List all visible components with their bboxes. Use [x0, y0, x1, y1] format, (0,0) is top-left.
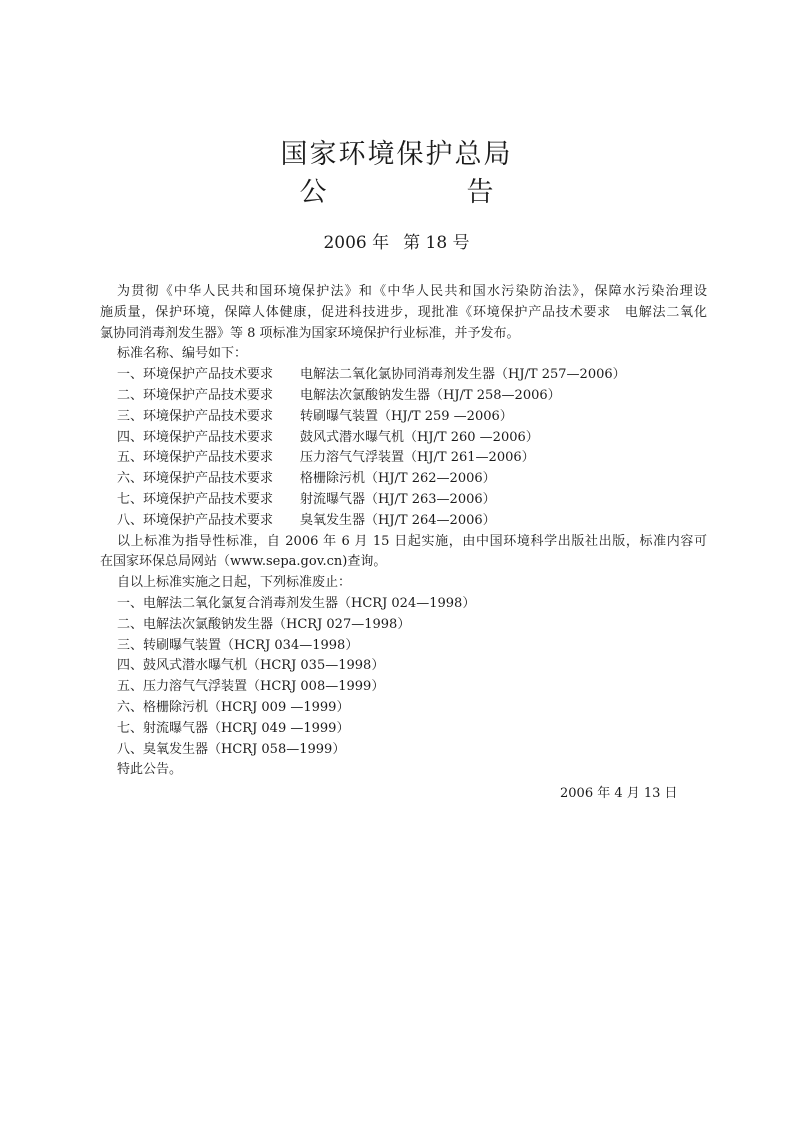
announcement-number: [0, 232, 793, 254]
guidance-line: 以上标准为指导性标准，自 2006 年 6 月 15 日起实施，由中国环境科学出版社出版，标准内容可: [117, 533, 707, 549]
announcement-body: [100, 282, 707, 781]
abolished-list: [117, 594, 707, 760]
announcement-char-2: 告: [466, 177, 494, 208]
announcement-serial: 第 18 号: [403, 233, 470, 253]
closing-text: 特此公告。: [117, 762, 183, 778]
standard-name: 压力溶气气浮装置（HJ/T 261—2006）: [300, 450, 535, 466]
announcement-year: 2006 年: [323, 233, 390, 253]
standard-category: 一、环境保护产品技术要求: [117, 367, 274, 383]
standards-heading: 标准名称、编号如下：: [117, 346, 248, 362]
abolished-item: 三、转刷曝气装置（HCRJ 034—1998）: [117, 637, 359, 653]
intro-line: 为贯彻《中华人民共和国环境保护法》和《中华人民共和国水污染防治法》，保障水污染治理设: [117, 284, 707, 299]
announcement-title: [0, 176, 793, 210]
standard-name: 电解法二氧化氯协同消毒剂发生器（HJ/T 257—2006）: [300, 367, 626, 383]
intro-line: 施质量，保护环境，保障人体健康，促进科技进步，现批准《环境保护产品技术要求 电解法二氧化: [100, 304, 707, 320]
guidance-line: 在国家环保总局网站（www.sepa.gov.cn)查询。: [100, 554, 387, 570]
standard-name: 转刷曝气装置（HJ/T 259 —2006）: [300, 408, 513, 424]
standard-category: 四、环境保护产品技术要求: [117, 429, 274, 445]
standard-item: [117, 469, 707, 490]
abolished-item: 八、臭氧发生器（HCRJ 058—1999）: [117, 741, 346, 757]
abolished-item: 六、格栅除污机（HCRJ 009 —1999）: [117, 699, 350, 715]
agency-title: 国家环境保护总局: [280, 139, 513, 170]
announcement-char-1: 公: [299, 177, 327, 208]
abolished-item: 五、压力溶气气浮装置（HCRJ 008—1999）: [117, 679, 385, 695]
standard-name: 鼓风式潜水曝气机（HJ/T 260 —2006）: [300, 429, 539, 445]
standards-list: [117, 365, 707, 531]
standard-category: 七、环境保护产品技术要求: [117, 491, 274, 507]
abolished-item: 二、电解法次氯酸钠发生器（HCRJ 027—1998）: [117, 616, 411, 632]
standard-item: [117, 511, 707, 532]
standard-name: 臭氧发生器（HJ/T 264—2006）: [300, 512, 496, 528]
standard-category: 五、环境保护产品技术要求: [117, 450, 274, 466]
standard-item: [117, 365, 707, 386]
abolished-item: 一、电解法二氧化氯复合消毒剂发生器（HCRJ 024—1998）: [117, 595, 476, 611]
standard-item: [117, 428, 707, 449]
abolished-item: 七、射流曝气器（HCRJ 049 —1999）: [117, 720, 350, 736]
standard-item: [117, 448, 707, 469]
abolished-item: 四、鼓风式潜水曝气机（HCRJ 035—1998）: [117, 658, 385, 674]
standard-name: 格栅除污机（HJ/T 262—2006）: [300, 471, 496, 487]
standard-category: 八、环境保护产品技术要求: [117, 512, 274, 528]
intro-line: 氯协同消毒剂发生器》等 8 项标准为国家环境保护行业标准，并予发布。: [100, 325, 520, 341]
standard-item: [117, 407, 707, 428]
standard-category: 六、环境保护产品技术要求: [117, 471, 274, 487]
guidance-paragraph: [100, 532, 707, 574]
announcement-date: 2006 年 4 月 13 日: [560, 786, 678, 801]
intro-paragraph: [100, 282, 707, 344]
standard-name: 射流曝气器（HJ/T 263—2006）: [300, 491, 496, 507]
standard-item: [117, 490, 707, 511]
standard-category: 三、环境保护产品技术要求: [117, 408, 274, 424]
standard-category: 二、环境保护产品技术要求: [117, 387, 274, 403]
abolish-heading: 自以上标准实施之日起，下列标准废止：: [117, 575, 352, 591]
standard-item: [117, 386, 707, 407]
standard-name: 电解法次氯酸钠发生器（HJ/T 258—2006）: [300, 387, 561, 403]
